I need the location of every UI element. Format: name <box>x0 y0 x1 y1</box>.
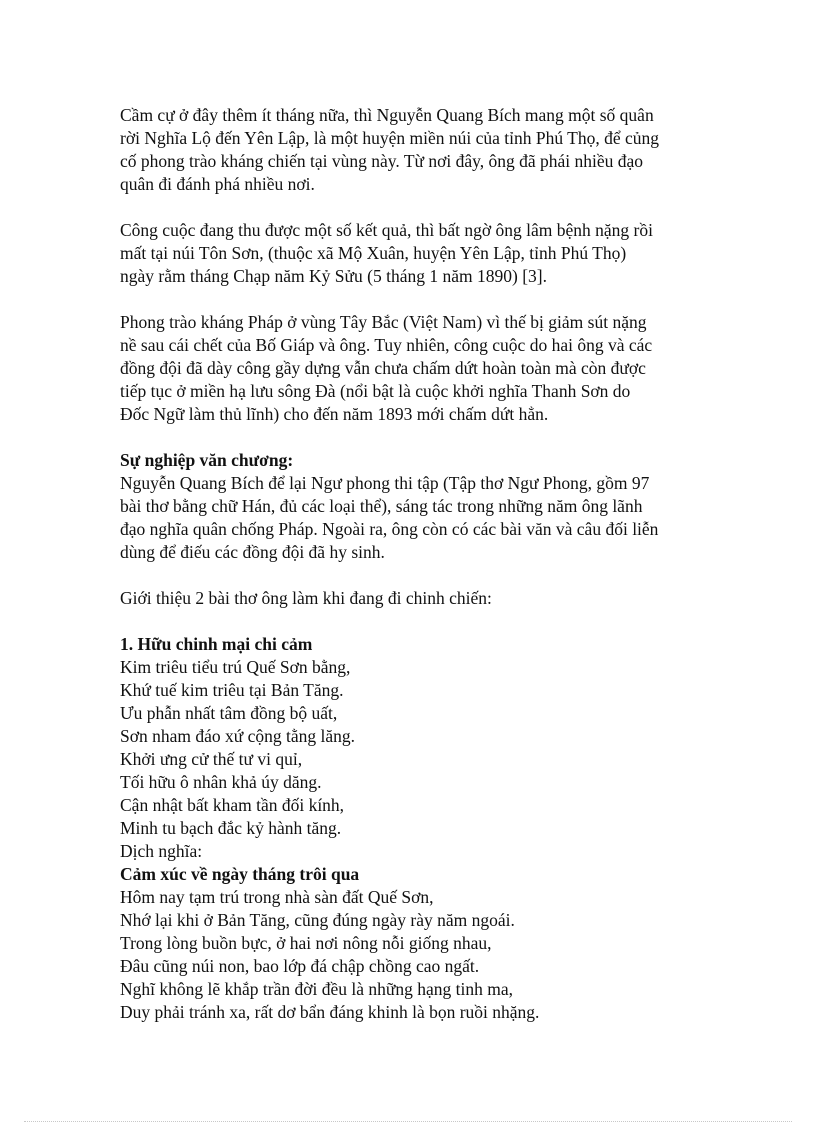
translation-line: Đâu cũng núi non, bao lớp đá chập chồng cao ngất. <box>120 956 480 976</box>
text-line: đạo nghĩa quân chống Pháp. Ngoài ra, ông còn có các bài văn và câu đối liễn <box>120 519 659 539</box>
text-line: Cầm cự ở đây thêm ít tháng nữa, thì Nguyễn Quang Bích mang một số quân <box>120 105 654 125</box>
intro-line: Giới thiệu 2 bài thơ ông làm khi đang đi chinh chiến: <box>120 588 492 608</box>
section-heading: Sự nghiệp văn chương: <box>120 450 294 470</box>
poem-line: Ưu phẫn nhất tâm đồng bộ uất, <box>120 703 338 723</box>
text-line: Đốc Ngữ làm thủ lĩnh) cho đến năm 1893 mới chấm dứt hẳn. <box>120 404 549 424</box>
translation-line: Nhớ lại khi ở Bản Tăng, cũng đúng ngày rày năm ngoái. <box>120 910 515 930</box>
poem-block <box>120 633 720 1024</box>
translation-line: Trong lòng buồn bực, ở hai nơi nông nỗi giống nhau, <box>120 933 492 953</box>
text-line: quân đi đánh phá nhiều nơi. <box>120 174 315 194</box>
poem-intro <box>120 587 720 610</box>
text-line: Nguyễn Quang Bích để lại Ngư phong thi tập (Tập thơ Ngư Phong, gồm 97 <box>120 473 650 493</box>
poem-line: Khứ tuế kim triêu tại Bản Tăng. <box>120 680 344 700</box>
text-line: Công cuộc đang thu được một số kết quả, thì bất ngờ ông lâm bệnh nặng rồi <box>120 220 653 240</box>
text-line: ngày rằm tháng Chạp năm Kỷ Sửu (5 tháng 1 năm 1890) [3]. <box>120 266 547 286</box>
literary-career-section <box>120 449 720 564</box>
poem-line: Khởi ưng cử thế tư vi quỉ, <box>120 749 303 769</box>
translation-line: Duy phải tránh xa, rất dơ bẩn đáng khinh là bọn ruồi nhặng. <box>120 1002 540 1022</box>
text-line: bài thơ bằng chữ Hán, đủ các loại thể), sáng tác trong những năm ông lãnh <box>120 496 643 516</box>
page-bottom-rule <box>24 1121 792 1122</box>
text-line: đồng đội đã dày công gầy dựng vẫn chưa chấm dứt hoàn toàn mà còn được <box>120 358 646 378</box>
text-line: tiếp tục ở miền hạ lưu sông Đà (nổi bật là cuộc khởi nghĩa Thanh Sơn do <box>120 381 631 401</box>
poem-title: 1. Hữu chinh mại chi cảm <box>120 634 313 654</box>
poem-line: Minh tu bạch đắc kỷ hành tăng. <box>120 818 342 838</box>
paragraph-3 <box>120 311 720 426</box>
translation-title: Cảm xúc về ngày tháng trôi qua <box>120 864 360 884</box>
document-page <box>120 104 720 1047</box>
text-line: dùng để điếu các đồng đội đã hy sinh. <box>120 542 385 562</box>
text-line: nề sau cái chết của Bố Giáp và ông. Tuy nhiên, công cuộc do hai ông và các <box>120 335 653 355</box>
paragraph-1 <box>120 104 720 196</box>
text-line: Phong trào kháng Pháp ở vùng Tây Bắc (Việt Nam) vì thế bị giảm sút nặng <box>120 312 647 332</box>
poem-line: Tối hữu ô nhân khả úy dăng. <box>120 772 322 792</box>
text-line: mất tại núi Tôn Sơn, (thuộc xã Mộ Xuân, huyện Yên Lập, tỉnh Phú Thọ) <box>120 243 627 263</box>
text-line: rời Nghĩa Lộ đến Yên Lập, là một huyện miền núi của tỉnh Phú Thọ, để củng <box>120 128 660 148</box>
poem-line: Kim triêu tiểu trú Quế Sơn bằng, <box>120 657 351 677</box>
translation-line: Hôm nay tạm trú trong nhà sàn đất Quế Sơn, <box>120 887 434 907</box>
text-line: cố phong trào kháng chiến tại vùng này. Từ nơi đây, ông đã phái nhiều đạo <box>120 151 644 171</box>
poem-line: Cận nhật bất kham tần đối kính, <box>120 795 345 815</box>
translation-line: Nghĩ không lẽ khắp trần đời đều là những hạng tinh ma, <box>120 979 513 999</box>
poem-line: Sơn nham đáo xứ cộng tằng lăng. <box>120 726 356 746</box>
translation-label: Dịch nghĩa: <box>120 841 203 861</box>
paragraph-2 <box>120 219 720 288</box>
